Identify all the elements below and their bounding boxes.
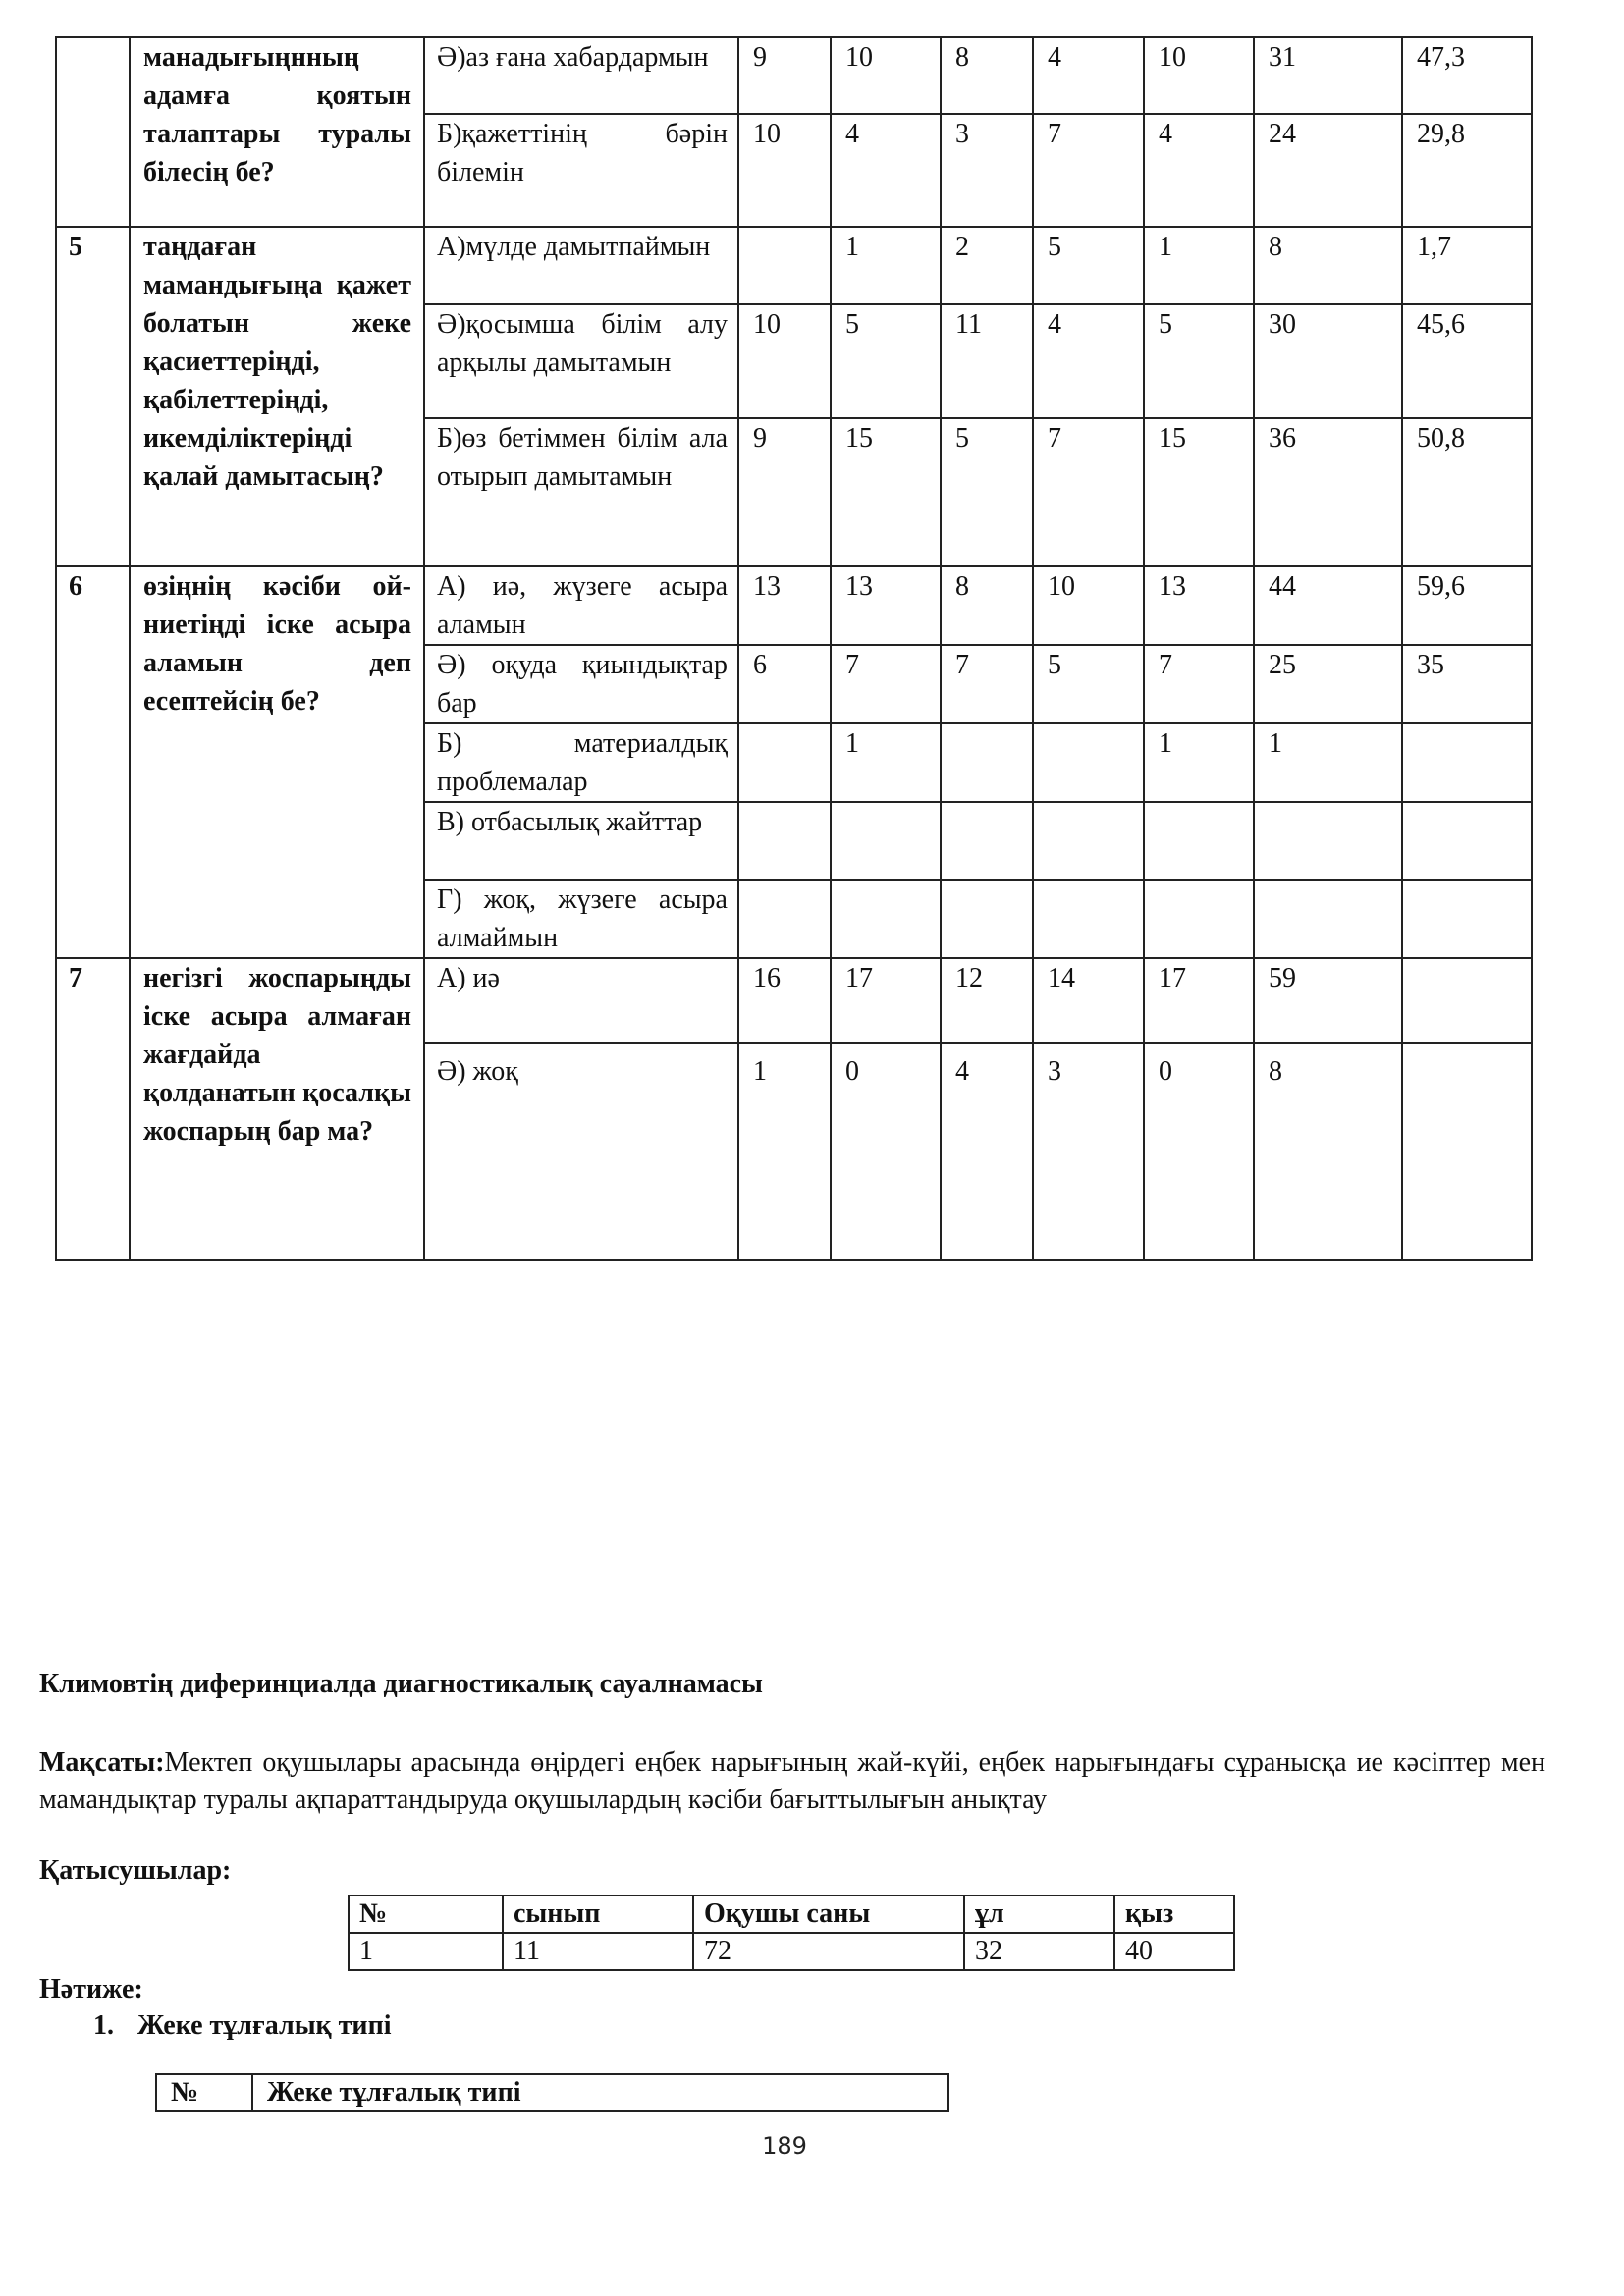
value-cell: 8: [941, 37, 1033, 114]
answer-option: Б) материалдық проблемалар: [424, 723, 738, 802]
table-row: [56, 958, 1532, 1043]
percent-cell: 45,6: [1402, 304, 1532, 418]
value-cell: 4: [1033, 304, 1144, 418]
value-cell: 10: [738, 114, 831, 227]
value-cell: 9: [738, 37, 831, 114]
value-cell: 31: [1254, 37, 1402, 114]
page-number: [0, 2132, 1624, 2160]
percent-cell: [1402, 958, 1532, 1043]
value-cell: 6: [738, 645, 831, 723]
percent-cell: 59,6: [1402, 566, 1532, 645]
table-row: [349, 1933, 1234, 1970]
value-cell: [1254, 802, 1402, 880]
goal-label: Мақсаты:: [39, 1747, 165, 1778]
header-cell: ұл: [964, 1896, 1114, 1933]
question-number: 5: [56, 227, 130, 566]
value-cell: 14: [1033, 958, 1144, 1043]
value-cell: 1: [349, 1933, 503, 1970]
value-cell: [1033, 723, 1144, 802]
value-cell: [738, 227, 831, 304]
value-cell: 13: [831, 566, 941, 645]
list-item: [93, 2010, 391, 2042]
value-cell: [738, 802, 831, 880]
value-cell: 8: [1254, 1043, 1402, 1260]
answer-option: А) иә, жүзеге асыра аламын: [424, 566, 738, 645]
value-cell: 9: [738, 418, 831, 566]
section-title: Климовтің диферинциалда диагностикалық сауалнамасы: [39, 1669, 763, 1699]
question-text: таңдаған мамандығыңа қажет болатын жеке қасиеттеріңді, қабілеттеріңді, икемділіктеріңді қалай дамытасың?: [130, 227, 424, 566]
value-cell: 4: [831, 114, 941, 227]
value-cell: [1254, 880, 1402, 958]
table-header-row: [156, 2074, 948, 2111]
question-text: өзіңнің кәсіби ой-ниетіңді іске асыра аламын деп есептейсің бе?: [130, 566, 424, 958]
value-cell: [941, 802, 1033, 880]
value-cell: [1144, 880, 1254, 958]
value-cell: 10: [738, 304, 831, 418]
table-row: [56, 37, 1532, 114]
value-cell: 72: [693, 1933, 964, 1970]
survey-results-table: [55, 36, 1533, 1261]
value-cell: 1: [831, 723, 941, 802]
header-cell: №: [156, 2074, 252, 2111]
page-number-text: 189: [762, 2132, 807, 2160]
value-cell: [831, 802, 941, 880]
answer-option: А) иә: [424, 958, 738, 1043]
value-cell: 2: [941, 227, 1033, 304]
table-header-row: [349, 1896, 1234, 1933]
value-cell: 10: [1144, 37, 1254, 114]
value-cell: 15: [831, 418, 941, 566]
value-cell: [941, 880, 1033, 958]
answer-option: Ә) оқуда қиындықтар бар: [424, 645, 738, 723]
value-cell: 8: [1254, 227, 1402, 304]
value-cell: 1: [1144, 723, 1254, 802]
answer-option: В) отбасылық жайттар: [424, 802, 738, 880]
percent-cell: 1,7: [1402, 227, 1532, 304]
percent-cell: [1402, 802, 1532, 880]
value-cell: 7: [941, 645, 1033, 723]
value-cell: 11: [941, 304, 1033, 418]
value-cell: 24: [1254, 114, 1402, 227]
percent-cell: 29,8: [1402, 114, 1532, 227]
value-cell: [1144, 802, 1254, 880]
value-cell: 1: [738, 1043, 831, 1260]
value-cell: 36: [1254, 418, 1402, 566]
value-cell: 1: [1254, 723, 1402, 802]
value-cell: 0: [1144, 1043, 1254, 1260]
question-number: 7: [56, 958, 130, 1260]
answer-option: А)мүлде дамытпаймын: [424, 227, 738, 304]
value-cell: 7: [1033, 418, 1144, 566]
goal-text: Мектеп оқушылары арасында өңірдегі еңбек нарығының жай-күйі, еңбек нарығындағы сұранысқа ие кәсіптер мен мамандықтар туралы ақпараттандыруда оқушылардың кәсіби бағыттылығын анықтау: [39, 1747, 1545, 1815]
value-cell: 10: [831, 37, 941, 114]
header-cell: №: [349, 1896, 503, 1933]
table-row: [56, 566, 1532, 645]
percent-cell: [1402, 1043, 1532, 1260]
goal-paragraph: [39, 1744, 1545, 1818]
value-cell: 13: [738, 566, 831, 645]
value-cell: 32: [964, 1933, 1114, 1970]
value-cell: 25: [1254, 645, 1402, 723]
value-cell: [738, 880, 831, 958]
value-cell: 13: [1144, 566, 1254, 645]
result-label: Нәтиже:: [39, 1974, 143, 2004]
answer-option: Ә)аз ғана хабардармын: [424, 37, 738, 114]
value-cell: 1: [831, 227, 941, 304]
header-cell: қыз: [1114, 1896, 1234, 1933]
value-cell: 5: [1144, 304, 1254, 418]
question-number: [56, 37, 130, 227]
question-text: негізгі жоспарыңды іске асыра алмаған жағдайда қолданатын қосалқы жоспарың бар ма?: [130, 958, 424, 1260]
answer-option: Б)қажеттінің бәрін білемін: [424, 114, 738, 227]
value-cell: 16: [738, 958, 831, 1043]
header-cell: Жеке тұлғалық типі: [252, 2074, 948, 2111]
value-cell: 8: [941, 566, 1033, 645]
value-cell: 4: [1033, 37, 1144, 114]
value-cell: [831, 880, 941, 958]
value-cell: 44: [1254, 566, 1402, 645]
value-cell: 10: [1033, 566, 1144, 645]
participants-label: Қатысушылар:: [39, 1855, 232, 1886]
value-cell: 5: [1033, 645, 1144, 723]
list-number: 1.: [93, 2010, 114, 2041]
value-cell: 30: [1254, 304, 1402, 418]
value-cell: 59: [1254, 958, 1402, 1043]
value-cell: 12: [941, 958, 1033, 1043]
value-cell: 40: [1114, 1933, 1234, 1970]
header-cell: сынып: [503, 1896, 693, 1933]
value-cell: 17: [1144, 958, 1254, 1043]
percent-cell: 35: [1402, 645, 1532, 723]
percent-cell: [1402, 880, 1532, 958]
value-cell: 5: [941, 418, 1033, 566]
answer-option: Г) жоқ, жүзеге асыра алмаймын: [424, 880, 738, 958]
value-cell: 15: [1144, 418, 1254, 566]
value-cell: 0: [831, 1043, 941, 1260]
value-cell: [941, 723, 1033, 802]
table-row: [56, 227, 1532, 304]
value-cell: 7: [831, 645, 941, 723]
value-cell: [1033, 802, 1144, 880]
personality-type-table: [155, 2073, 949, 2112]
participants-table: [348, 1895, 1235, 1971]
value-cell: 5: [1033, 227, 1144, 304]
value-cell: 7: [1144, 645, 1254, 723]
value-cell: 4: [1144, 114, 1254, 227]
list-item-text: Жеке тұлғалық типі: [137, 2010, 392, 2041]
value-cell: 7: [1033, 114, 1144, 227]
value-cell: 17: [831, 958, 941, 1043]
question-number: 6: [56, 566, 130, 958]
value-cell: [738, 723, 831, 802]
value-cell: 5: [831, 304, 941, 418]
answer-option: Ә)қосымша білім алу арқылы дамытамын: [424, 304, 738, 418]
answer-option: Ә) жоқ: [424, 1043, 738, 1260]
value-cell: 4: [941, 1043, 1033, 1260]
percent-cell: 47,3: [1402, 37, 1532, 114]
value-cell: 3: [1033, 1043, 1144, 1260]
percent-cell: [1402, 723, 1532, 802]
percent-cell: 50,8: [1402, 418, 1532, 566]
header-cell: Оқушы саны: [693, 1896, 964, 1933]
question-text: манадығыңнның адамға қоятын талаптары туралы білесің бе?: [130, 37, 424, 227]
value-cell: 11: [503, 1933, 693, 1970]
value-cell: 1: [1144, 227, 1254, 304]
value-cell: 3: [941, 114, 1033, 227]
answer-option: Б)өз бетіммен білім ала отырып дамытамын: [424, 418, 738, 566]
value-cell: [1033, 880, 1144, 958]
